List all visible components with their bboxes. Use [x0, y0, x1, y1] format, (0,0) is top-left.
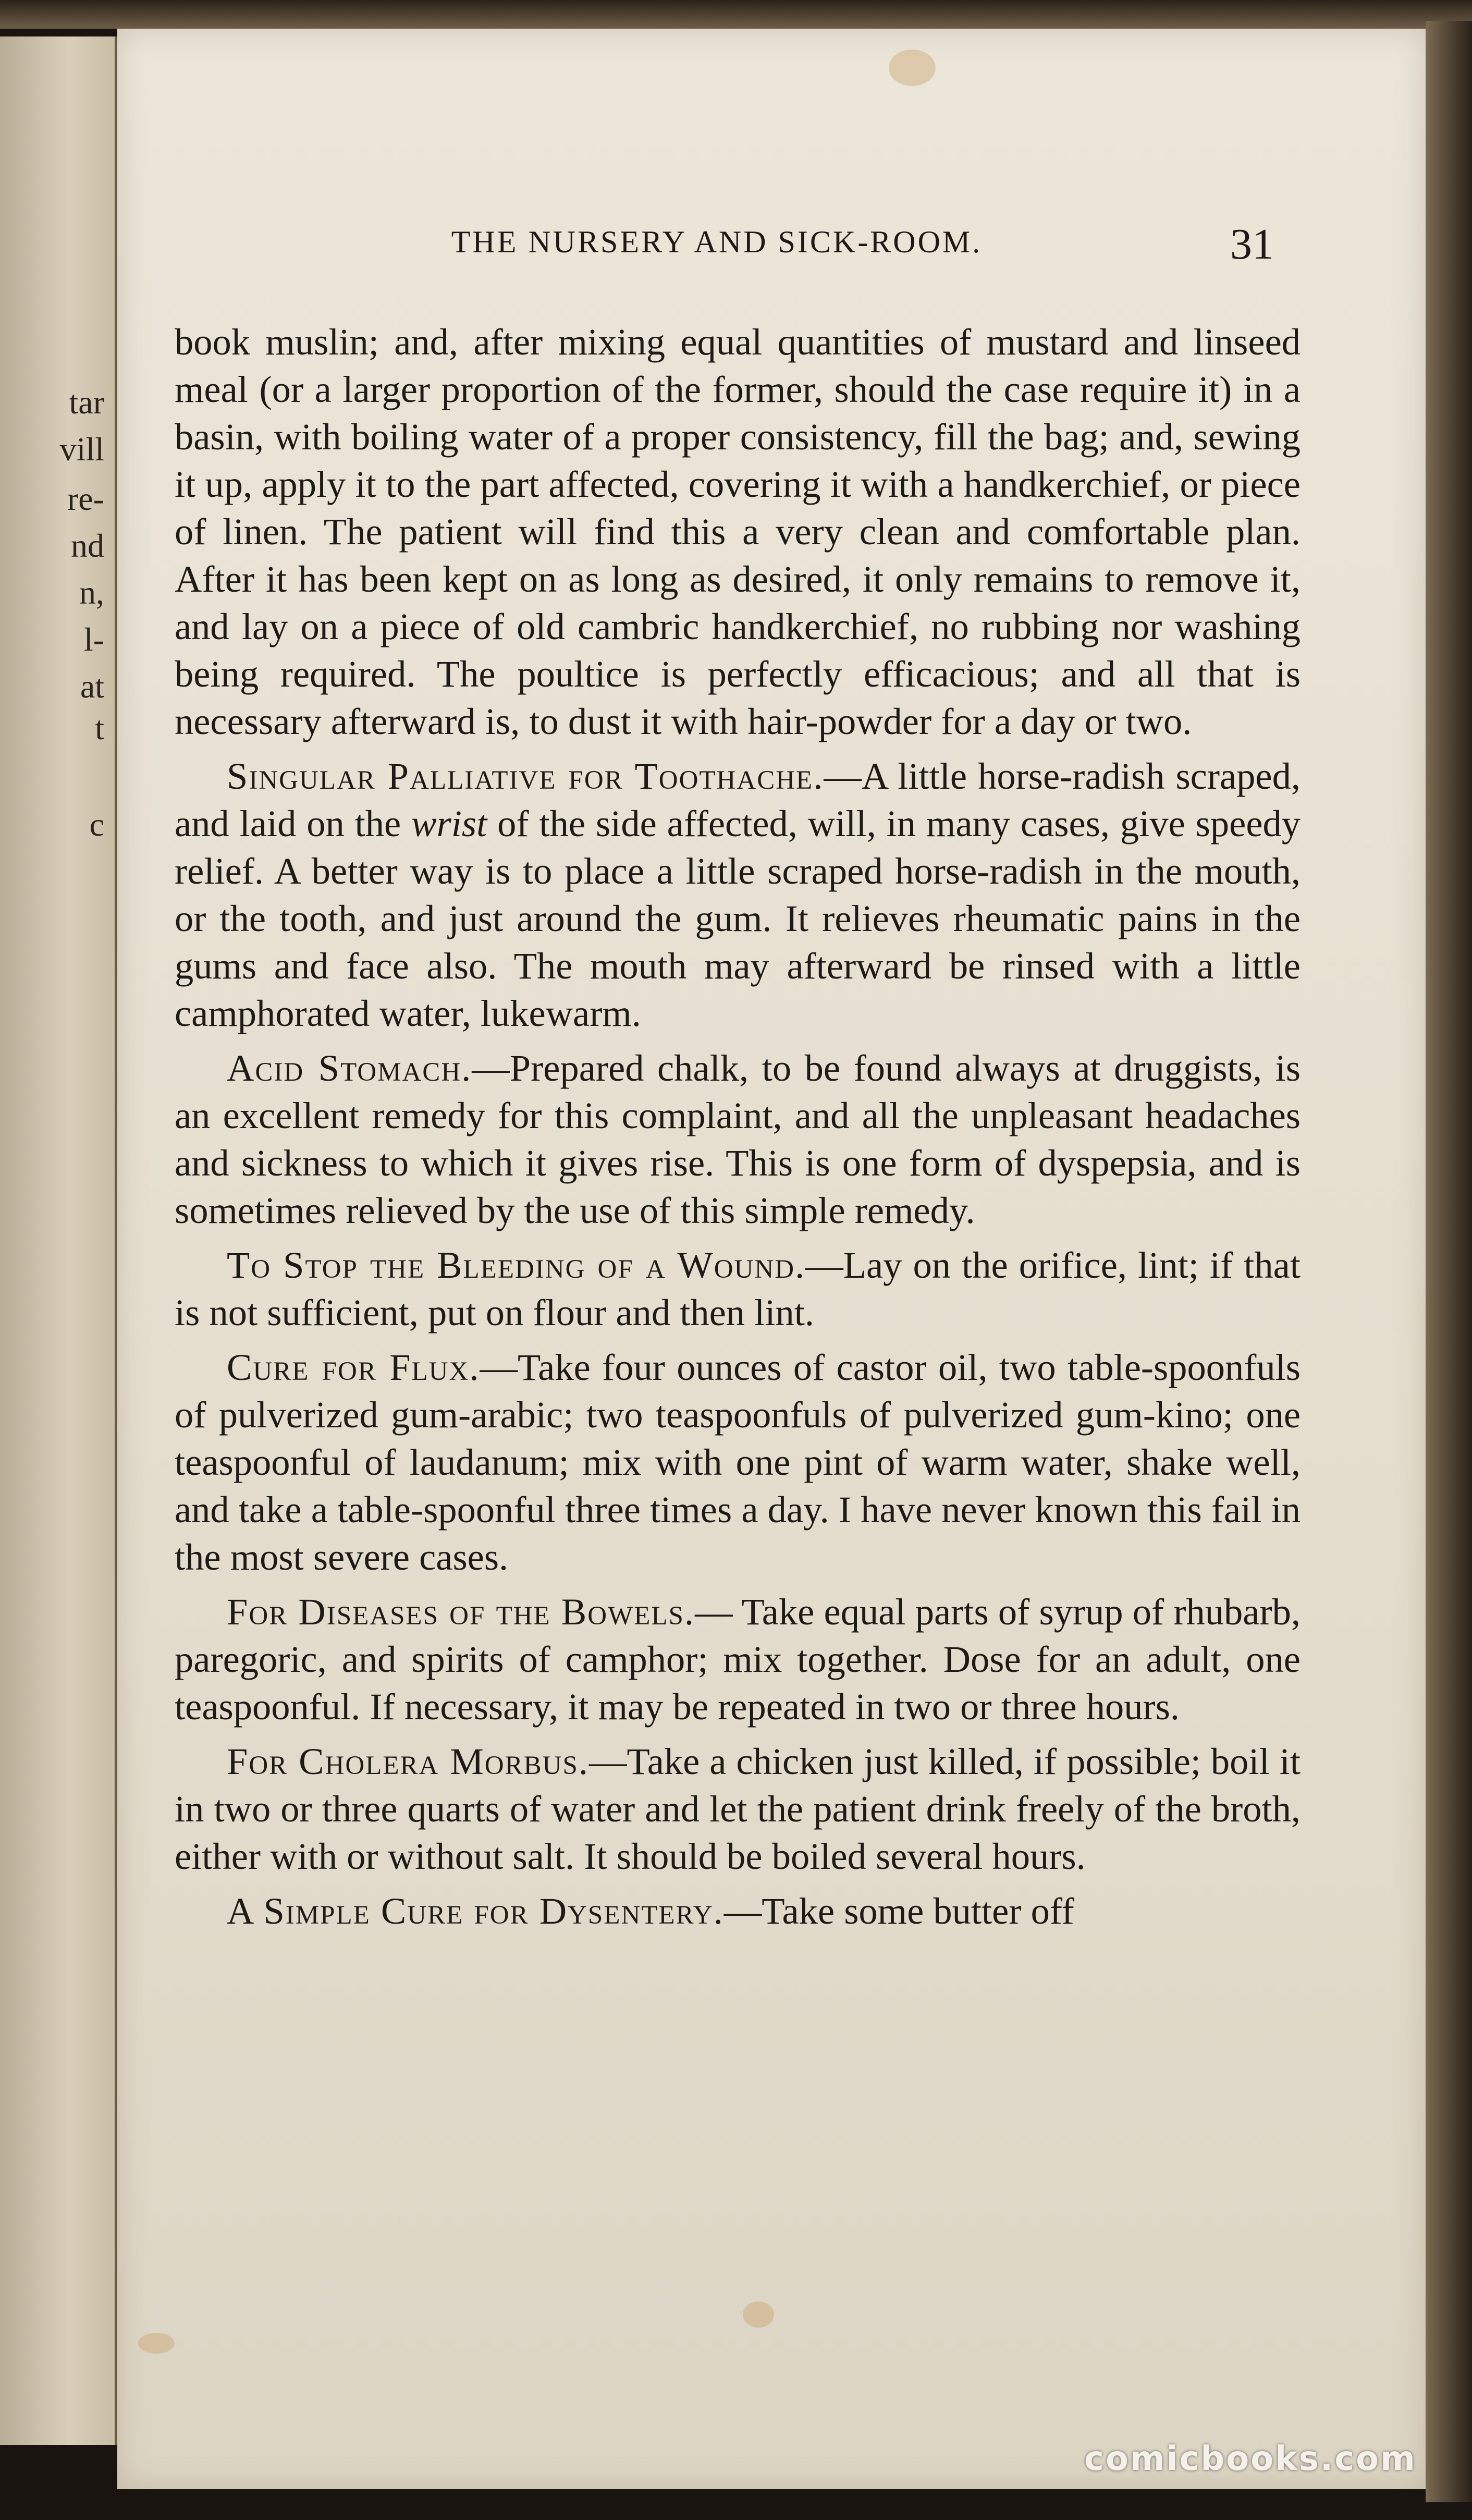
left-page-fragment: tar [69, 384, 104, 421]
left-page-fragment: c [89, 806, 104, 843]
left-page-fragment: n, [79, 574, 104, 611]
paragraph-body: —Take a chicken just killed, if possible; boil it in two or three quarts of water and let the patient drink freely of the broth, either with or without salt. It should be boiled several hours. [175, 1740, 1301, 1877]
section-heading: A Simple Cure for Dysentery. [227, 1890, 724, 1932]
page-number: 31 [1230, 220, 1274, 268]
emphasis-text: wrist [411, 802, 487, 845]
page-body [175, 318, 1301, 1942]
section-heading: For Diseases of the Bowels. [227, 1591, 695, 1633]
paper-stain [743, 2302, 774, 2328]
paragraph-body: —Lay on the orifice, lint; if that is not sufficient, put on flour and then lint. [175, 1244, 1301, 1334]
watermark: comicbooks.com [1084, 2440, 1417, 2478]
paragraph-bleeding [175, 1241, 1301, 1336]
left-page-fragment: l- [83, 621, 104, 658]
left-page-fragment: re- [67, 480, 104, 517]
paragraph-body: book muslin; and, after mixing equal quantities of mustard and linseed meal (or a larger proportion of the former, should the case require it) in a basin, with boiling water of a proper consistency, fill the bag; and, sewing it up, apply it to the part affected, covering it with a handkerchief, or piece of linen. The patient will find this a very clean and comfortable plan. After it has been kept on as long as desired, it only remains to remove it, and lay on a piece of old cambric handkerchief, no rubbing nor washing being required. The poultice is perfectly efficacious; and all that is necessary afterward is, to dust it with hair-powder for a day or two. [175, 321, 1301, 742]
paragraph-body: of the side affected, will, in many cases, give speedy relief. A better way is to place a little scraped horse-radish in the mouth, or the tooth, and just around the gum. It relieves rheumatic pains in the gums and face also. The mouth may afterward be rinsed with a little camphorated water, lukewarm. [175, 802, 1301, 1034]
section-heading: To Stop the Bleeding of a Wound. [227, 1244, 806, 1286]
paragraph-continued [175, 318, 1301, 745]
book-top-edge [0, 0, 1472, 29]
paragraph-acid-stomach [175, 1044, 1301, 1234]
left-page-fragment: t [95, 709, 104, 747]
left-page-fragment: at [80, 668, 104, 705]
paper-stain [889, 50, 936, 86]
paragraph-bowels [175, 1588, 1301, 1730]
facing-left-page [0, 36, 118, 2445]
paragraph-toothache [175, 752, 1301, 1037]
book-right-edge [1426, 21, 1472, 2502]
paragraph-body: — Take equal parts of syrup of rhubarb, paregoric, and spirits of camphor; mix together. Dose for an adult, one teaspoonful. If necessary, it may be repeated in two or three hours. [175, 1591, 1301, 1728]
paragraph-dysentery [175, 1887, 1301, 1935]
paragraph-flux [175, 1343, 1301, 1581]
paper-stain [138, 2333, 175, 2354]
section-heading: Cure for Flux. [227, 1346, 480, 1388]
paragraph-body: —Prepared chalk, to be found always at druggists, is an excellent remedy for this complaint, and all the unpleasant headaches and sickness to which it gives rise. This is one form of dyspepsia, and is sometimes relieved by the use of this simple remedy. [175, 1047, 1301, 1231]
section-heading: Singular Palliative for Toothache. [227, 755, 824, 797]
paragraph-body: —Take four ounces of castor oil, two table-spoonfuls of pulverized gum-arabic; two teaspoonfuls of pulverized gum-kino; one teaspoonful of laudanum; mix with one pint of warm water, shake well, and take a table-spoonful three times a day. I have never known this fail in the most severe cases. [175, 1346, 1301, 1578]
section-heading: For Cholera Morbus. [227, 1740, 589, 1782]
left-page-fragment: nd [71, 527, 104, 564]
left-page-fragment: vill [59, 431, 104, 468]
paragraph-cholera [175, 1738, 1301, 1880]
section-heading: Acid Stomach. [227, 1047, 472, 1089]
paragraph-body: —A little horse-radish scraped, and laid on the [175, 755, 1301, 845]
running-head: THE NURSERY AND SICK-ROOM. [451, 225, 983, 259]
paragraph-body: —Take some butter off [723, 1890, 1074, 1932]
